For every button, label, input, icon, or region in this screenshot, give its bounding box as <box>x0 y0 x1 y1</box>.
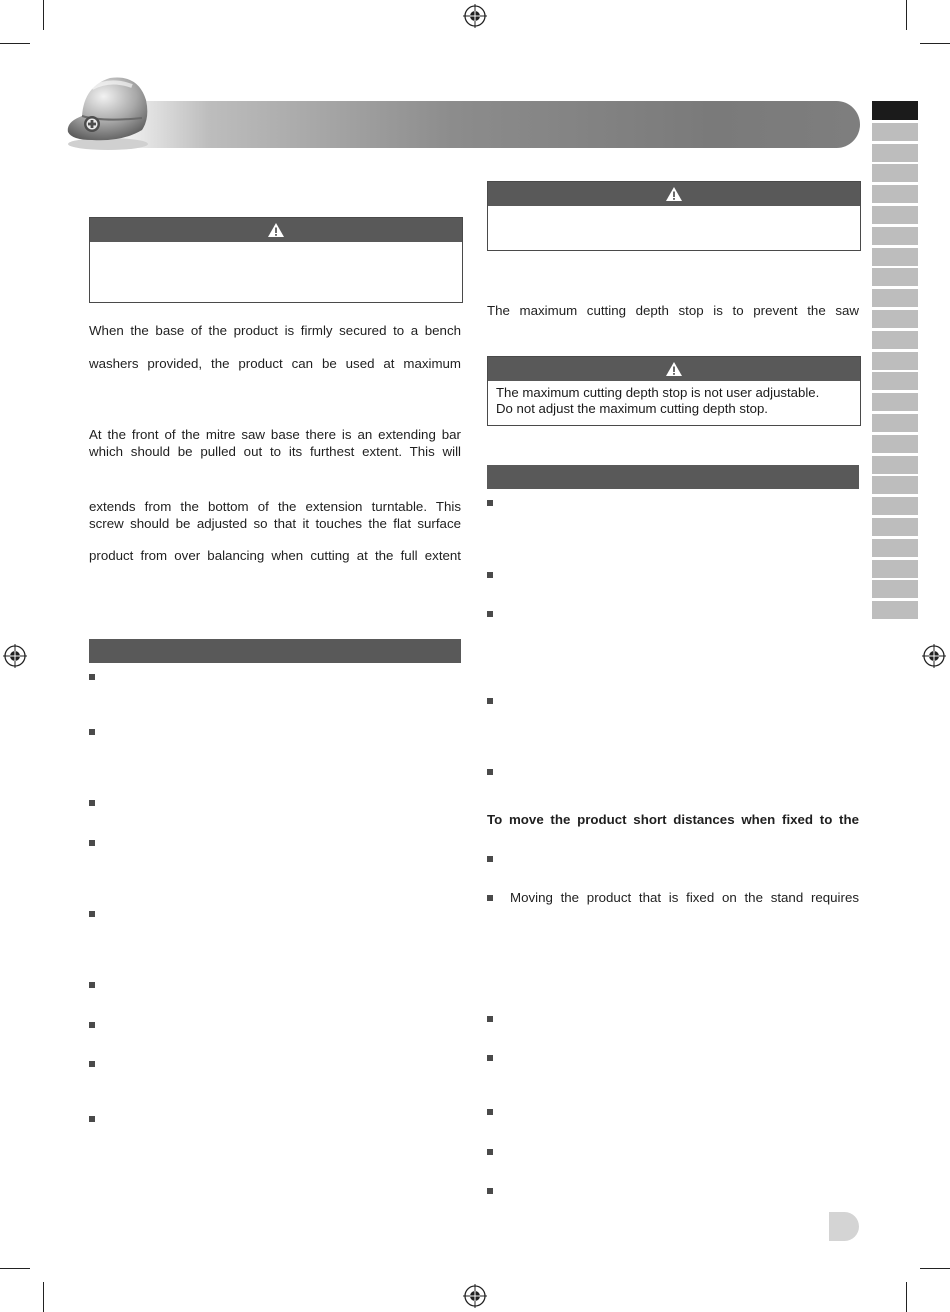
chapter-tab[interactable] <box>872 476 918 494</box>
paragraph-line: screw should be adjusted so that it touches the flat surface <box>89 516 461 531</box>
chapter-tab[interactable] <box>872 144 918 162</box>
bullet-marker <box>89 1061 95 1067</box>
warning-body <box>488 381 860 421</box>
bullet-marker <box>487 500 493 506</box>
chapter-tabs <box>872 101 918 622</box>
chapter-tab[interactable] <box>872 123 918 141</box>
chapter-tab[interactable] <box>872 601 918 619</box>
bullet-marker <box>487 1016 493 1022</box>
chapter-tab[interactable] <box>872 518 918 536</box>
header-band <box>120 101 860 148</box>
bold-heading: To move the product short distances when fixed to the <box>487 812 859 827</box>
bullet-marker <box>487 1188 493 1194</box>
chapter-tab[interactable] <box>872 310 918 328</box>
bullet-marker <box>487 1109 493 1115</box>
registration-mark-icon <box>463 1284 487 1308</box>
warning-header <box>90 218 462 242</box>
chapter-tab[interactable] <box>872 268 918 286</box>
warning-body <box>488 206 860 214</box>
crop-mark <box>906 1282 907 1312</box>
warning-body <box>90 242 462 250</box>
crop-mark <box>906 0 907 30</box>
chapter-tab[interactable] <box>872 289 918 307</box>
chapter-tab-active[interactable] <box>872 101 918 120</box>
bullet-marker <box>487 769 493 775</box>
crop-mark <box>0 43 30 44</box>
warning-text-line: The maximum cutting depth stop is not user adjustable. <box>496 385 820 400</box>
warning-text-line: Do not adjust the maximum cutting depth stop. <box>496 401 768 416</box>
warning-box <box>487 181 861 251</box>
warning-triangle-icon <box>665 361 683 377</box>
chapter-tab[interactable] <box>872 185 918 203</box>
paragraph-line: The maximum cutting depth stop is to prevent the saw <box>487 303 859 318</box>
bullet-marker <box>487 611 493 617</box>
paragraph-line: When the base of the product is firmly secured to a bench <box>89 323 461 338</box>
chapter-tab[interactable] <box>872 227 918 245</box>
bullet-marker <box>89 911 95 917</box>
chapter-tab[interactable] <box>872 580 918 598</box>
paragraph-line: washers provided, the product can be used at maximum <box>89 356 461 371</box>
chapter-tab[interactable] <box>872 352 918 370</box>
section-heading-bar <box>89 639 461 663</box>
warning-triangle-icon <box>665 186 683 202</box>
crop-mark <box>0 1268 30 1269</box>
registration-mark-icon <box>463 4 487 28</box>
warning-triangle-icon <box>267 222 285 238</box>
bullet-marker <box>487 698 493 704</box>
registration-mark-icon <box>3 644 27 668</box>
bullet-marker <box>89 729 95 735</box>
chapter-tab[interactable] <box>872 372 918 390</box>
bullet-marker <box>487 895 493 901</box>
chapter-tab[interactable] <box>872 539 918 557</box>
bullet-marker <box>89 840 95 846</box>
warning-header <box>488 357 860 381</box>
chapter-tab[interactable] <box>872 248 918 266</box>
warning-header <box>488 182 860 206</box>
chapter-tab[interactable] <box>872 206 918 224</box>
chapter-tab[interactable] <box>872 393 918 411</box>
chapter-tab[interactable] <box>872 331 918 349</box>
paragraph-line: extends from the bottom of the extension turntable. This <box>89 499 461 514</box>
bullet-marker <box>89 1116 95 1122</box>
warning-box <box>89 217 463 303</box>
registration-mark-icon <box>922 644 946 668</box>
warning-box <box>487 356 861 426</box>
chapter-tab[interactable] <box>872 435 918 453</box>
crop-mark <box>920 1268 950 1269</box>
bullet-marker <box>487 1149 493 1155</box>
bullet-text: Moving the product that is fixed on the stand requires <box>510 890 859 905</box>
crop-mark <box>43 0 44 30</box>
bullet-marker <box>89 800 95 806</box>
chapter-tab[interactable] <box>872 497 918 515</box>
crop-mark <box>43 1282 44 1312</box>
crop-mark <box>920 43 950 44</box>
bullet-marker <box>89 982 95 988</box>
hard-hat-icon <box>62 72 154 152</box>
chapter-tab[interactable] <box>872 414 918 432</box>
bullet-marker <box>487 856 493 862</box>
page-number-tab <box>829 1212 859 1241</box>
paragraph-line: At the front of the mitre saw base there is an extending bar <box>89 427 461 442</box>
chapter-tab[interactable] <box>872 164 918 182</box>
chapter-tab[interactable] <box>872 456 918 474</box>
bullet-marker <box>89 1022 95 1028</box>
bullet-marker <box>487 572 493 578</box>
bullet-marker <box>89 674 95 680</box>
paragraph-line: which should be pulled out to its furthest extent. This will <box>89 444 461 459</box>
section-heading-bar <box>487 465 859 489</box>
chapter-tab[interactable] <box>872 560 918 578</box>
bullet-marker <box>487 1055 493 1061</box>
paragraph-line: product from over balancing when cutting at the full extent <box>89 548 461 563</box>
